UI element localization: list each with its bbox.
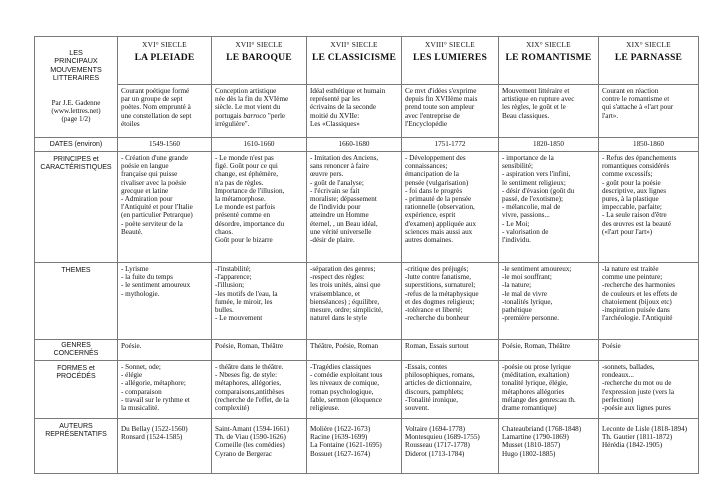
movement-description: Ce mvt d'idées s'exprime depuis fin XVIIème mais prend toute son ampleur avec l'entreprise de l'Encyclopédie — [402, 85, 499, 138]
movement-name: LE CLASSICISME — [311, 52, 397, 63]
movement-name: LE ROMANTISME — [505, 52, 592, 63]
movement-header — [118, 37, 212, 85]
movement-principes: - Imitation des Anciens, sans renoncer à faire œuvre pers. - goût de l'analyse; - l'écrivain se fait moraliste; dépassement de l'individu pour atteindre un Homme éternel, , un Beau idéal, une vérité universelle -désir de plaire. — [307, 152, 402, 263]
movement-auteurs: Saint-Amant (1594-1661) Th. de Viau (1590-1626) Corneille (les comédies) Cyrano de Bergerac — [212, 419, 307, 474]
movement-header — [402, 37, 499, 85]
movement-principes: - Développement des connaissances; émancipation de la pensée (vulgarisation) - foi dans le progrès - primauté de la pensée rationnelle (observation, expérience, esprit d'examen) appliquée aux sciences mais aussi aux autres domaines. — [402, 152, 499, 263]
description-row — [35, 85, 699, 138]
movement-themes: -séparation des genres; -respect des règles: les trois unités, ainsi que vraisemblance, et bienséances) ; équilibre, mesure, ordre; simplicité, naturel dans le style — [307, 263, 402, 340]
header-row — [35, 37, 699, 85]
movement-dates: 1751-1772 — [402, 138, 499, 152]
movement-formes: -poésie ou prose lyrique (méditation, exaltation) tonalité lyrique, élégie, métaphores allégories mélange des genres:au th. drame romantique) — [499, 361, 599, 419]
movement-description: Courant poétique formé par un groupe de sept poètes. Nom emprunté à une constellation de sept étoiles — [118, 85, 212, 138]
movement-formes: -sonnets, ballades, rondeaux... -recherche du mot ou de l'expression juste (vers la perfection) -poésie aux lignes pures — [599, 361, 699, 419]
movement-genres: Théâtre, Poésie, Roman — [307, 340, 402, 361]
movement-principes: - Création d'une grande poésie en langue française qui puisse rivaliser avec la poésie grecque et latine - Admiration pour l'Antiquité et pour l'Italie (en particulier Petrarque) - poète serviteur de la Beauté. — [118, 152, 212, 263]
themes-row — [35, 263, 699, 340]
row-label-themes: THEMES — [35, 263, 118, 340]
movement-header — [212, 37, 307, 85]
movement-auteurs: Chateaubriand (1768-1848) Lamartine (1790-1869) Musset (1810-1857) Hugo (1802-1885) — [499, 419, 599, 474]
movement-dates: 1660-1680 — [307, 138, 402, 152]
auteurs-row — [35, 419, 699, 474]
movement-genres: Poésie, Roman, Théâtre — [499, 340, 599, 361]
author-credit: Par J.E. Gadenne (www.lettres.net) (page 1/2) — [51, 99, 101, 124]
movement-genres: Poésie — [599, 340, 699, 361]
century-label: XVII° SIECLE — [330, 40, 378, 49]
row-label-formes: FORMES et PROCÉDÉS — [35, 361, 118, 419]
movement-principes: - Le monde n'est pas figé. Goût pour ce qui change, est éphémère, n'a pas de règles. Importance de l'illusion, la métamorphose. Le monde est parfois présenté comme en désordre, importance du chaos. Goût pour le bizarre — [212, 152, 307, 263]
movement-principes: - importance de la sensibilité; - aspiration vers l'infini, le sentiment religieux; - désir d'évasion (goût du passé, de l'exotisme); - mélancolie, mal de vivre, passions... - Le Moi; - valorisation de l'individu. — [499, 152, 599, 263]
principes-row — [35, 152, 699, 263]
movement-themes: -critique des préjugés; -lutte contre fanatisme, superstitions, surnaturel; -refus de la métaphysique et des dogmes religieux; -tolérance et liberté; -recherche du bonheur — [402, 263, 499, 340]
genres-row — [35, 340, 699, 361]
movement-genres: Poésie. — [118, 340, 212, 361]
movement-description: Mouvement littéraire et artistique en rupture avec les règles, le goût et le Beau classiques. — [499, 85, 599, 138]
movement-formes: - Sonnet, ode; - élégie - allégorie, métaphore; - comparaison - travail sur le rythme et la musicalité. — [118, 361, 212, 419]
title-cell — [35, 37, 118, 138]
movement-name: LE PARNASSE — [614, 52, 683, 63]
table-title: LES PRINCIPAUX MOUVEMENTS LITTERAIRES — [50, 48, 102, 82]
movement-themes: -l'instabilité; -l'apparence; -l'illusion; -les motifs de l'eau, la fumée, le miroir, les bulles. - Le mouvement — [212, 263, 307, 340]
movement-header — [499, 37, 599, 85]
movements-table — [34, 36, 699, 474]
row-label-auteurs: AUTEURS REPRÉSENTATIFS — [35, 419, 118, 474]
movement-description: Idéal esthétique et humain représenté par les écrivains de la seconde moitié du XVIIe: Les «Classiques» — [307, 85, 402, 138]
movement-themes: -la nature est traitée comme une peinture; -recherche des harmonies de couleurs et les effets de chatoiement (bijoux etc) -inspiration puisée dans l'archéologie. l'Antiquité — [599, 263, 699, 340]
movement-header — [307, 37, 402, 85]
movement-genres: Roman, Essais surtout — [402, 340, 499, 361]
century-label: XVII° SIECLE — [235, 40, 283, 49]
movement-formes: - théâtre dans le théâtre. - Nbeses fig. de style: métaphores, allégories, comparaisons,antithèses (recherche de l'effet, de la complexité) — [212, 361, 307, 419]
movement-themes: -le sentiment amoureux; -le moi souffrant; -la nature; -le mal de vivre -tonalités lyrique, pathétique -première personne. — [499, 263, 599, 340]
century-label: XIX° SIECLE — [526, 40, 571, 49]
movement-dates: 1610-1660 — [212, 138, 307, 152]
century-label: XVIII° SIECLE — [425, 40, 475, 49]
movement-header — [599, 37, 699, 85]
movement-auteurs: Voltaire (1694-1778) Montesquieu (1689-1755) Rousseau (1717-1778) Diderot (1713-1784) — [402, 419, 499, 474]
movement-name: LES LUMIERES — [412, 52, 488, 63]
century-label: XIX° SIECLE — [626, 40, 671, 49]
literary-movements-table-page — [34, 36, 698, 496]
movement-description: Conception artistique née dès la fin du XVIème siècle. Le mot vient du portugais barroco "perle irrégulière". — [212, 85, 307, 138]
movement-genres: Poésie, Roman, Théâtre — [212, 340, 307, 361]
row-label-principes: PRINCIPES et CARACTÉRISTIQUES — [35, 152, 118, 263]
movement-dates: 1850-1860 — [599, 138, 699, 152]
row-label-dates: DATES (environ) — [35, 138, 118, 152]
century-label: XVI° SIECLE — [142, 40, 187, 49]
movement-auteurs: Molière (1622-1673) Racine (1639-1699) La Fontaine (1621-1695) Bossuet (1627-1674) — [307, 419, 402, 474]
row-label-genres: GENRES CONCERNÉS — [35, 340, 118, 361]
dates-row — [35, 138, 699, 152]
movement-principes: - Refus des épanchements romantiques considérés comme excessifs; - goût pour la poésie descriptive, aux lignes pures, à la plastique impeccable, parfaite; - La seule raison d'être des œuvres est la beauté («l'art pour l'art») — [599, 152, 699, 263]
movement-description: Courant en réaction contre le romantisme et qui s'attache à «l'art pour l'art». — [599, 85, 699, 138]
movement-auteurs: Du Bellay (1522-1560) Ronsard (1524-1585) — [118, 419, 212, 474]
formes-row — [35, 361, 699, 419]
movement-name: LA PLEIADE — [134, 52, 195, 63]
movement-dates: 1549-1560 — [118, 138, 212, 152]
movement-name: LE BAROQUE — [226, 52, 292, 63]
movement-themes: - Lyrisme - la fuite du temps - le sentiment amoureux - mythologie. — [118, 263, 212, 340]
movement-formes: -Essais, contes philosophiques, romans, articles de dictionnaire, discours, pamphlets; -Tonalité ironique, souvent. — [402, 361, 499, 419]
movement-dates: 1820-1850 — [499, 138, 599, 152]
movement-auteurs: Leconte de Lisle (1818-1894) Th. Gautier (1811-1872) Hérédia (1842-1905) — [599, 419, 699, 474]
movement-formes: -Tragédies classiques - comédie exploitant tous les niveaux de comique, roman psychologique, fable, sermon (éloquence religieuse. — [307, 361, 402, 419]
